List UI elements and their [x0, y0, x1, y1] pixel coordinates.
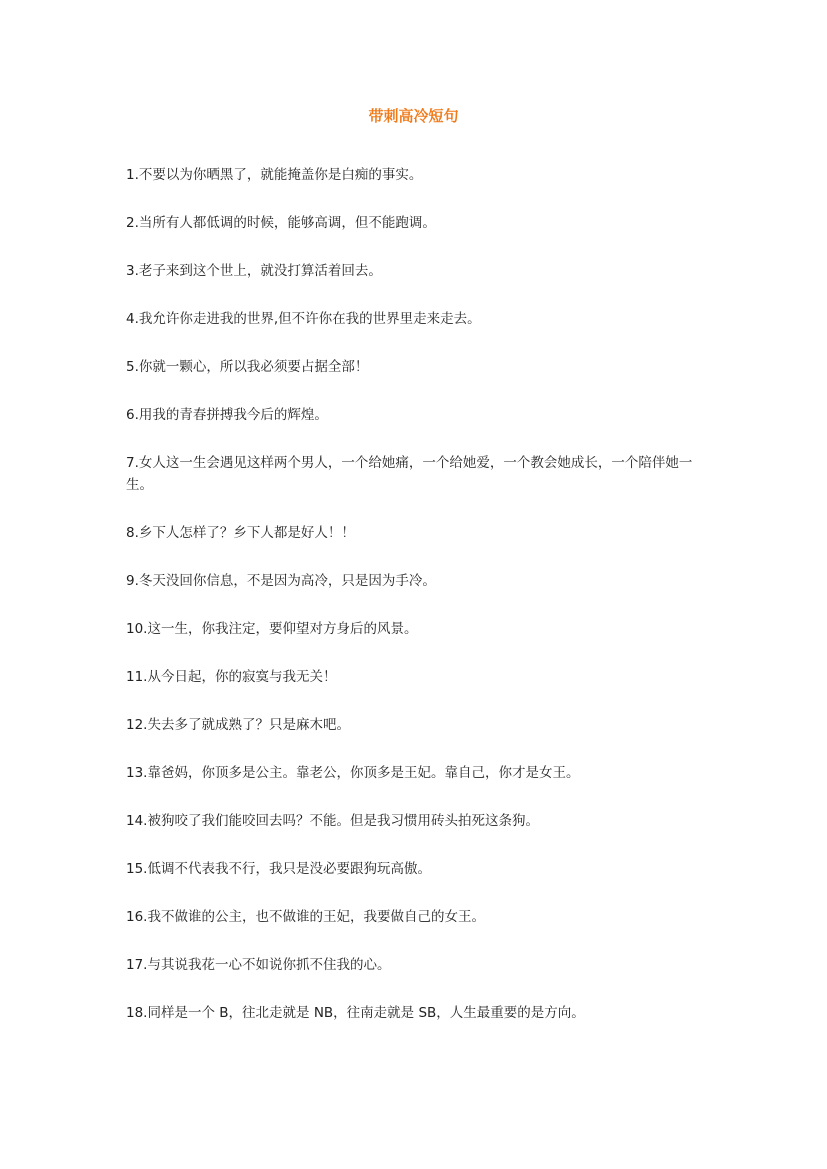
quote-item: 16.我不做谁的公主，也不做谁的王妃，我要做自己的女王。 — [126, 909, 485, 925]
quote-item: 11.从今日起，你的寂寞与我无关！ — [126, 669, 337, 685]
quote-item: 13.靠爸妈，你顶多是公主。靠老公，你顶多是王妃。靠自己，你才是女王。 — [126, 765, 580, 781]
quote-item: 1.不要以为你晒黑了，就能掩盖你是白痴的事实。 — [126, 167, 423, 183]
quote-item: 4.我允许你走进我的世界,但不许你在我的世界里走来走去。 — [126, 311, 481, 327]
quote-item: 7.女人这一生会遇见这样两个男人，一个给她痛，一个给她爱，一个教会她成长，一个陪伴她一生。 — [126, 455, 693, 493]
quote-item: 6.用我的青春拼搏我今后的辉煌。 — [126, 407, 328, 423]
quote-list — [126, 164, 706, 1050]
document-title: 带刺高冷短句 — [368, 107, 459, 125]
quote-item: 14.被狗咬了我们能咬回去吗？不能。但是我习惯用砖头拍死这条狗。 — [126, 813, 539, 829]
quote-item: 12.失去多了就成熟了？只是麻木吧。 — [126, 717, 350, 733]
quote-item: 3.老子来到这个世上，就没打算活着回去。 — [126, 263, 382, 279]
quote-item: 5.你就一颗心，所以我必须要占据全部！ — [126, 359, 369, 375]
quote-item: 17.与其说我花一心不如说你抓不住我的心。 — [126, 957, 391, 973]
quote-item: 15.低调不代表我不行，我只是没必要跟狗玩高傲。 — [126, 861, 431, 877]
quote-item: 2.当所有人都低调的时候，能够高调，但不能跑调。 — [126, 215, 436, 231]
quote-item: 18.同样是一个 B，往北走就是 NB，往南走就是 SB，人生最重要的是方向。 — [126, 1005, 585, 1021]
quote-item: 8.乡下人怎样了？乡下人都是好人！！ — [126, 525, 355, 541]
quote-item: 10.这一生，你我注定，要仰望对方身后的风景。 — [126, 621, 418, 637]
quote-item: 9.冬天没回你信息，不是因为高冷，只是因为手冷。 — [126, 573, 436, 589]
